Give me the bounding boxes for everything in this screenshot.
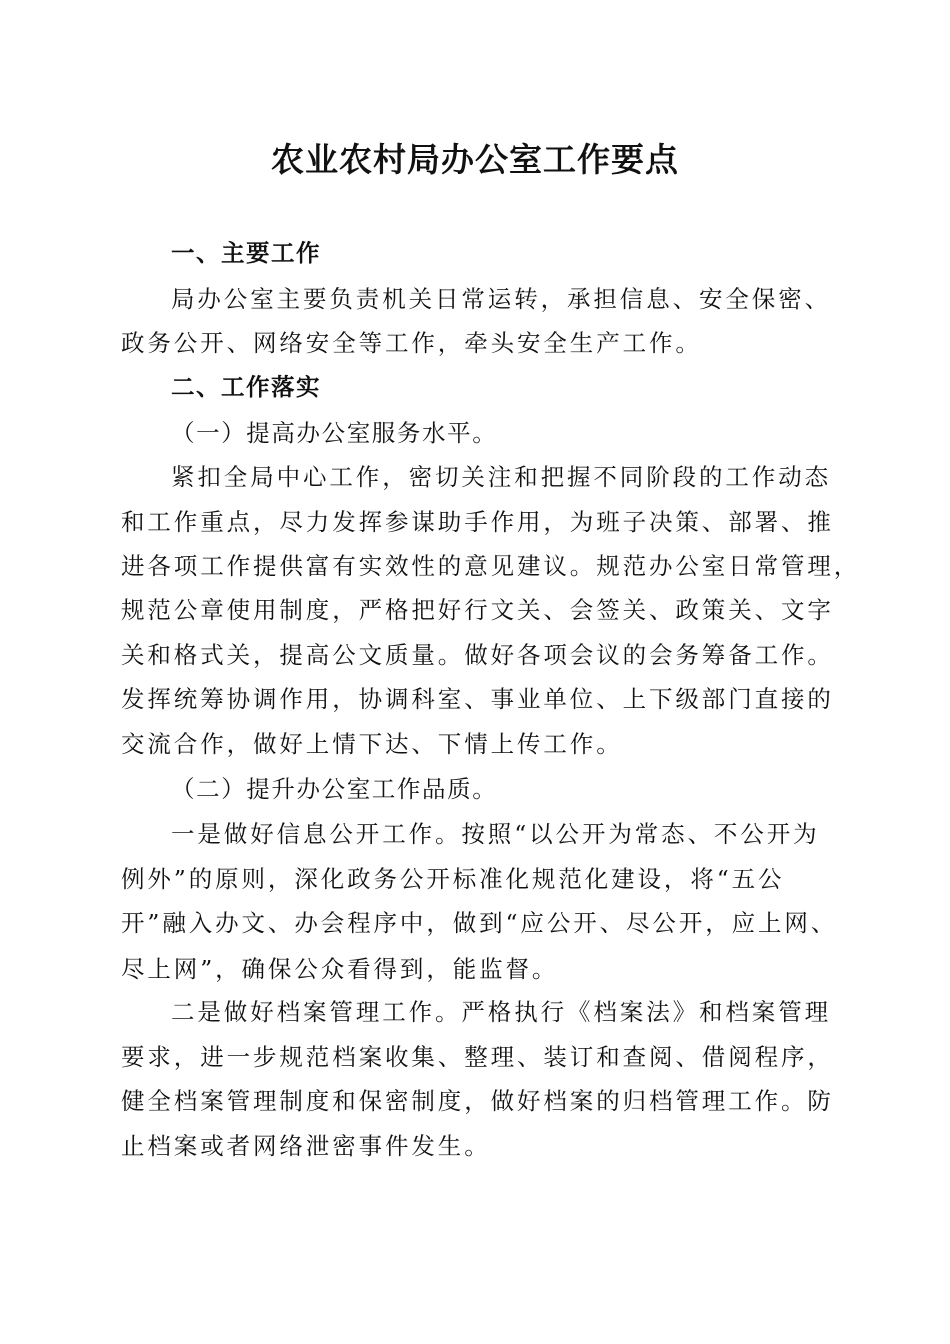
paragraph-line: 紧扣全局中心工作，密切关注和把握不同阶段的工作动态 [171,463,831,491]
paragraph-line: 尽上网”，确保公众看得到，能监督。 [121,955,559,983]
paragraph-line: 规范公章使用制度，严格把好行文关、会签关、政策关、文字 [121,596,834,624]
paragraph-line: 一是做好信息公开工作。按照“以公开为常态、不公开为 [171,820,820,848]
paragraph-line: 例外”的原则，深化政务公开标准化规范化建设，将“五公 [121,865,785,893]
paragraph-line: 要求，进一步规范档案收集、整理、装订和查阅、借阅程序， [121,1043,834,1071]
paragraph-line: 健全档案管理制度和保密制度，做好档案的归档管理工作。防 [121,1087,834,1115]
paragraph-line: 止档案或者网络泄密事件发生。 [121,1132,491,1160]
paragraph-line: 进各项工作提供富有实效性的意见建议。规范办公室日常管理， [121,552,861,580]
paragraph-line: 政务公开、网络安全等工作，牵头安全生产工作。 [121,329,702,357]
paragraph-line: 和工作重点，尽力发挥参谋助手作用，为班子决策、部署、推 [121,508,834,536]
subsection-heading: （二）提升办公室工作品质。 [171,775,498,803]
subsection-heading: （一）提高办公室服务水平。 [171,419,498,447]
section-heading: 一、主要工作 [171,239,321,267]
paragraph-line: 关和格式关，提高公文质量。做好各项会议的会务筹备工作。 [121,641,834,669]
paragraph-line: 交流合作，做好上情下达、下情上传工作。 [121,730,623,758]
paragraph-line: 二是做好档案管理工作。严格执行《档案法》和档案管理 [171,998,831,1026]
paragraph-line: 局办公室主要负责机关日常运转，承担信息、安全保密、 [171,285,831,313]
paragraph-line: 开”融入办文、办会程序中，做到“应公开、尽公开，应上网、 [121,909,838,937]
document-title: 农业农村局办公室工作要点 [271,140,679,179]
section-heading: 二、工作落实 [171,373,321,401]
paragraph-line: 发挥统筹协调作用，协调科室、事业单位、上下级部门直接的 [121,685,834,713]
